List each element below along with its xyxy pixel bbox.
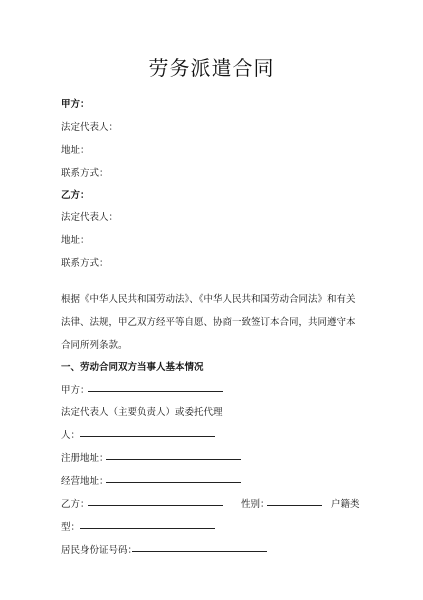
s1-biz-address-blank[interactable] (106, 472, 241, 483)
s1-hukou-blank[interactable] (80, 518, 215, 529)
s1-party-a-blank[interactable] (88, 381, 223, 392)
s1-id-blank[interactable] (132, 541, 267, 552)
s1-gender-label: 性别： (241, 499, 270, 510)
party-b-heading: 乙方： (61, 190, 90, 201)
s1-legal-rep-blank[interactable] (80, 426, 215, 437)
s1-legal-rep-label-2: 人： (61, 430, 81, 441)
document-title: 劳务派遣合同 (148, 56, 275, 80)
s1-party-b-label: 乙方： (61, 499, 90, 510)
s1-hukou-label-2: 型： (61, 522, 81, 533)
s1-biz-address-label: 经营地址： (61, 476, 109, 487)
s1-id-label: 居民身份证号码： (61, 545, 138, 556)
s1-legal-rep-label-1: 法定代表人（主要负责人）或委托代理 (61, 407, 223, 418)
party-b-contact: 联系方式： (61, 258, 109, 269)
party-a-heading: 甲方： (61, 99, 90, 110)
preamble-paragraph: 根据《中华人民共和国劳动法》、《中华人民共和国劳动合同法》和有关法律、法规，甲乙双方经平等自愿、协商一致签订本合同，共同遵守本合同所列条款。 (61, 294, 356, 351)
party-a-legal-rep: 法定代表人： (61, 122, 119, 133)
s1-hukou-label-1: 户籍类 (331, 499, 360, 510)
s1-reg-address-label: 注册地址： (61, 453, 109, 464)
party-a-contact: 联系方式： (61, 168, 109, 179)
s1-party-a-label: 甲方： (61, 385, 90, 396)
s1-reg-address-blank[interactable] (106, 449, 241, 460)
s1-party-b-blank[interactable] (88, 495, 223, 506)
party-a-address: 地址： (61, 145, 90, 156)
party-b-legal-rep: 法定代表人： (61, 212, 119, 223)
s1-gender-blank[interactable] (267, 495, 322, 506)
party-b-address: 地址： (61, 235, 90, 246)
section-1-heading: 一、劳动合同双方当事人基本情况 (61, 362, 204, 373)
